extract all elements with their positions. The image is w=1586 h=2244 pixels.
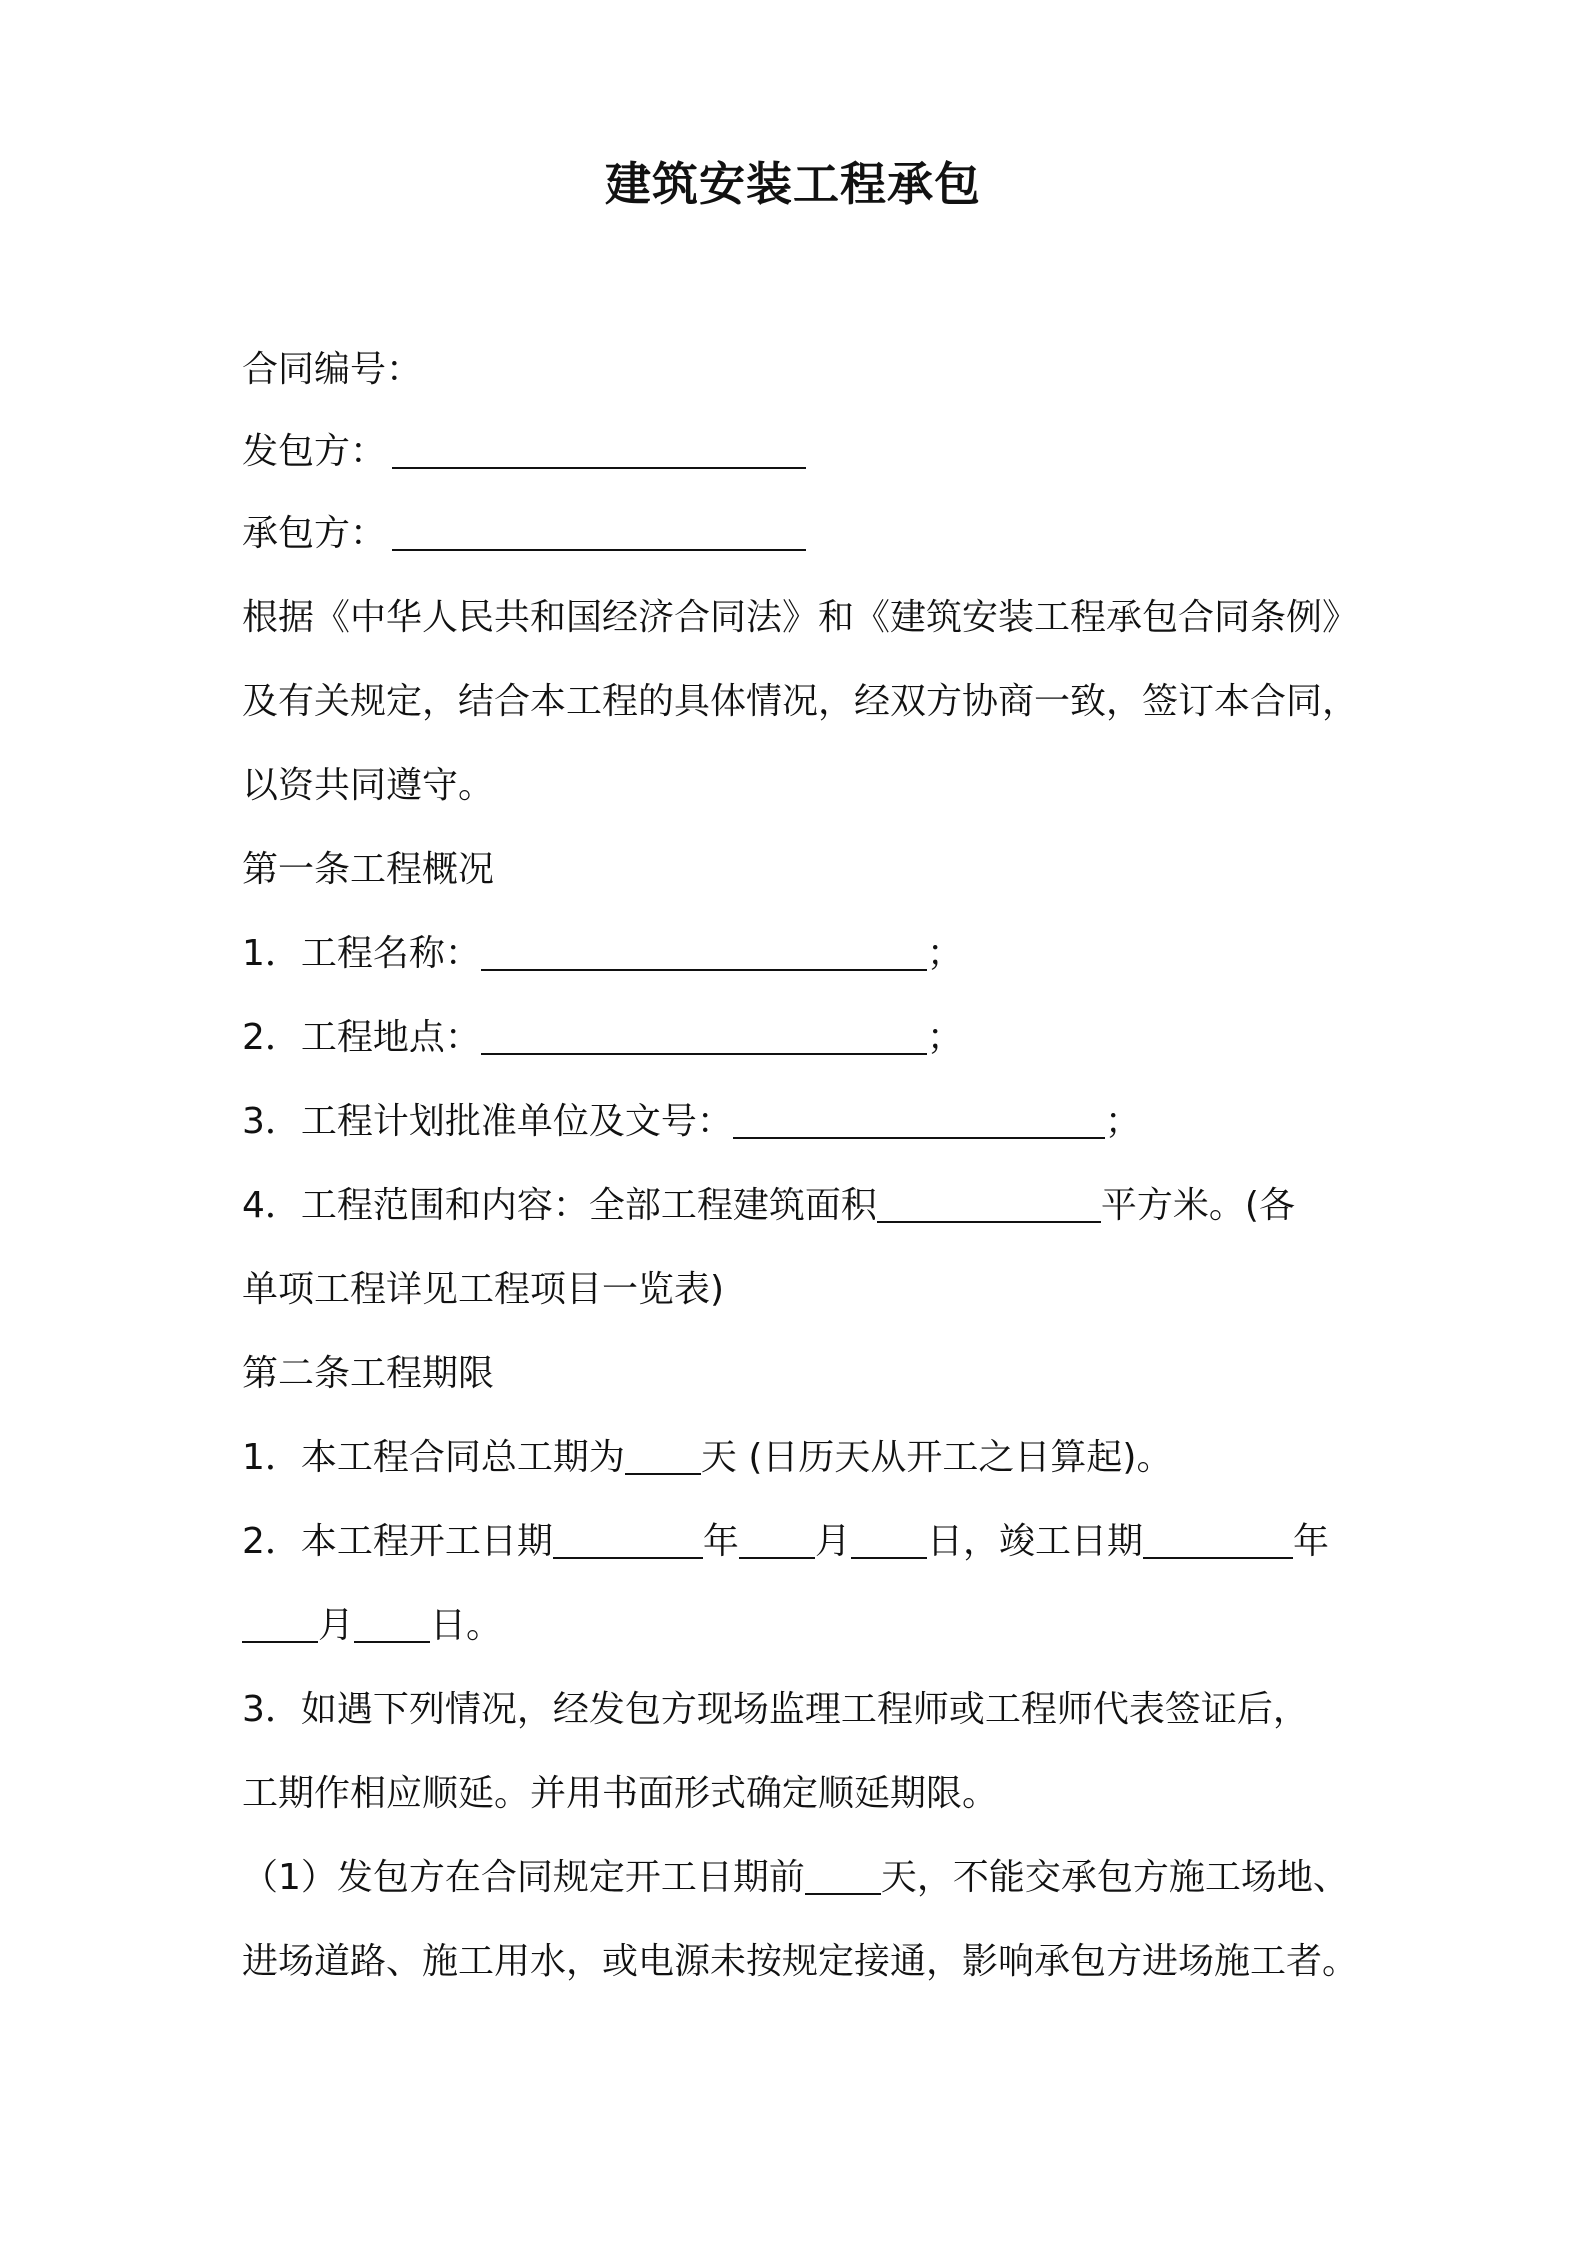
days-before-start-blank[interactable] [805,1859,881,1895]
start-day-blank[interactable] [851,1523,927,1559]
article-1-item-3 [242,1100,1141,1144]
total-duration-label: 1．本工程合同总工期为 [242,1437,625,1478]
start-month-blank[interactable] [739,1523,815,1559]
contract-number-line [242,348,422,392]
project-name-label: 1．工程名称： [242,933,481,974]
end-day-blank[interactable] [354,1607,430,1643]
day-label: 日， [926,1521,999,1562]
article-2-sub-1 [242,1856,1349,1900]
party-b-label: 承包方： [242,513,387,554]
approval-unit-label: 3．工程计划批准单位及文号： [242,1101,733,1142]
total-duration-suffix: 天 (日历天从开工之日算起)。 [700,1437,1173,1478]
preamble-line-3: 以资共同遵守。 [242,765,495,806]
article-1-item-2 [242,1016,963,1060]
project-name-blank[interactable] [481,935,927,971]
total-days-blank[interactable] [625,1439,701,1475]
building-area-blank[interactable] [877,1187,1101,1223]
end-year-blank[interactable] [1143,1523,1293,1559]
scope-label: 4．工程范围和内容：全部工程建筑面积 [242,1185,877,1226]
month-label: 月 [318,1605,355,1646]
article-2-sub-1-line-2: 进场道路、施工用水，或电源未按规定接通，影响承包方进场施工者。 [242,1941,1359,1982]
contract-number-label: 合同编号： [242,349,423,390]
start-year-blank[interactable] [553,1523,703,1559]
party-a-blank[interactable] [392,433,806,469]
article-1-item-4-continued: 单项工程详见工程项目一览表) [242,1269,725,1310]
article-2-item-3-line-2: 工期作相应顺延。并用书面形式确定顺延期限。 [242,1773,999,1814]
project-location-blank[interactable] [481,1019,927,1055]
month-label: 月 [814,1521,851,1562]
article-2-item-3-line-1: 3．如遇下列情况，经发包方现场监理工程师或工程师代表签证后， [242,1689,1309,1730]
preamble-line-1: 根据《中华人民共和国经济合同法》和《建筑安装工程承包合同条例》 [242,597,1359,638]
article-1-heading: 第一条工程概况 [242,849,495,890]
approval-unit-blank[interactable] [733,1103,1105,1139]
party-b-line [242,512,806,556]
project-location-label: 2．工程地点： [242,1017,481,1058]
article-2-heading: 第二条工程期限 [242,1353,495,1394]
start-date-label: 2．本工程开工日期 [242,1521,553,1562]
semicolon: ； [926,1017,963,1058]
semicolon: ； [926,933,963,974]
article-1-item-1 [242,932,963,976]
end-month-blank[interactable] [242,1607,318,1643]
sub-1-prefix: （1）发包方在合同规定开工日期前 [242,1857,805,1898]
year-label: 年 [1292,1521,1329,1562]
completion-date-label: 竣工日期 [998,1521,1143,1562]
party-a-label: 发包方： [242,431,387,472]
document-title: 建筑安装工程承包 [605,157,981,211]
article-2-item-1 [242,1436,1172,1480]
semicolon: ； [1104,1101,1141,1142]
party-a-line [242,430,806,474]
year-label: 年 [702,1521,739,1562]
article-2-item-2 [242,1520,1329,1564]
scope-suffix: 平方米。(各 [1100,1185,1295,1226]
sub-1-suffix: 天，不能交承包方施工场地、 [880,1857,1349,1898]
preamble-line-2: 及有关规定，结合本工程的具体情况，经双方协商一致，签订本合同， [242,681,1359,722]
party-b-blank[interactable] [392,515,806,551]
article-2-item-2-continued [242,1604,502,1648]
article-1-item-4 [242,1184,1295,1228]
day-label: 日。 [430,1605,503,1646]
